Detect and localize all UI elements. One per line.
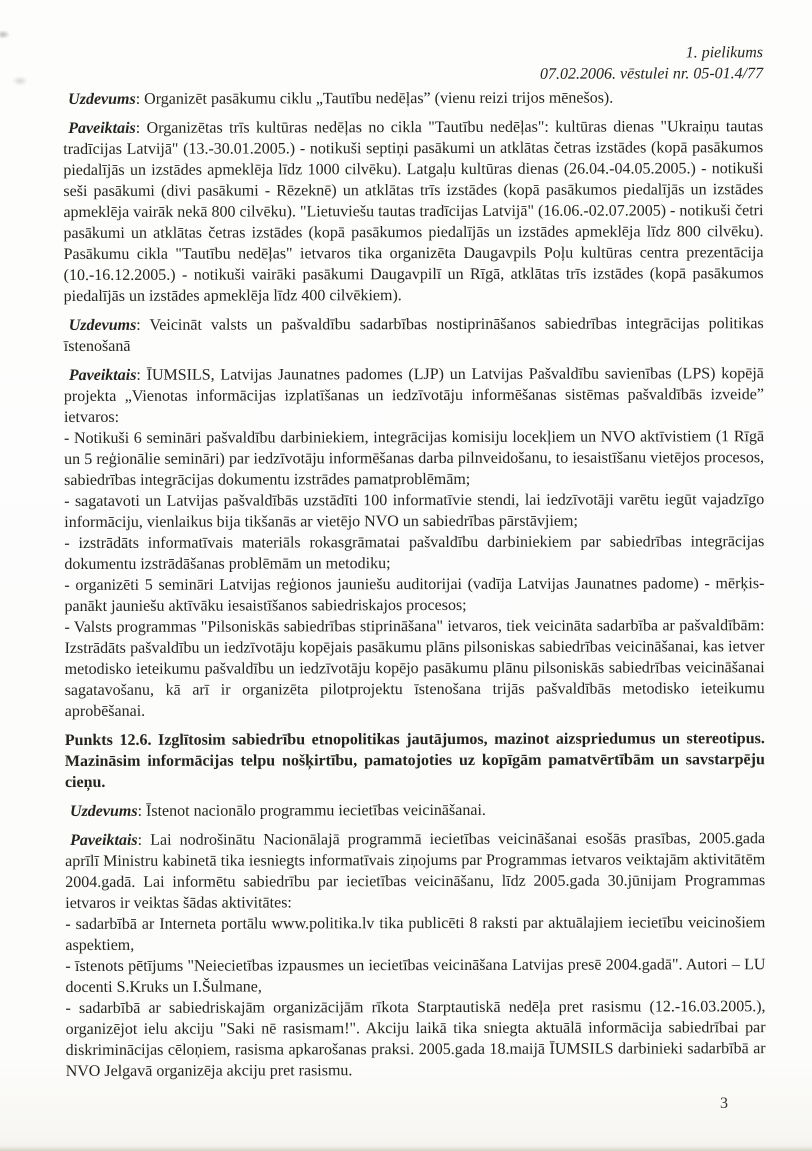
list-item-line: - izstrādāts informatīvais materiāls rokasgrāmatai pašvaldību darbiniekiem par sabiedrības integrācijas dokumentu izstrādāšanas problēmām un metodiku; bbox=[64, 533, 765, 573]
list-item-line: - organizēti 5 semināri Latvijas reģionos jauniešu auditorijai (vadīja Latvijas Jaunatnes padome) - mērķis- panākt jauniešu aktīvāku iesaistīšanos sabiedriskajos procesos; bbox=[64, 575, 765, 615]
done-3-list bbox=[65, 912, 765, 1082]
paragraph-label: Uzdevums bbox=[68, 90, 136, 108]
list-item-line: - īstenots pētījums "Neiecietības izpausmes un iecietības veicināšana Latvijas presē 2004.gadā". Autori – LU docenti S.Kruks un I.Šulmane, bbox=[65, 956, 766, 996]
paragraph-label: Paveiktais bbox=[70, 831, 138, 849]
paragraph-label: Uzdevums bbox=[69, 802, 138, 820]
paragraph-text: : Lai nodrošinātu Nacionālajā programmā iecietības veicināšanai esošās prasības, 2005.gada aprīlī Ministru kabinetā tika iesniegts informatīvais ziņojums par Programmas ietvaros veiktajām aktivitātēm 2004.gadā. Lai informētu sabiedrību par iecietības veicināšanu, līdz 2005.gada 30.jūnijam Programmas ietvaros ir veiktas šādas aktivitātes: bbox=[65, 830, 766, 912]
scan-smudge bbox=[0, 30, 10, 39]
list-item-line: - sagatavoti un Latvijas pašvaldībās uzstādīti 100 informatīvie stendi, lai iedzīvotāji varētu iegūt vajadzīgo informāciju, vienlaikus bija tikšanās ar vietējo NVO un sabiedrības pārstāvjiem; bbox=[64, 491, 765, 531]
paragraph-label: Paveiktais bbox=[68, 119, 136, 137]
document-content bbox=[63, 42, 766, 1090]
done-paragraph-2 bbox=[64, 363, 764, 428]
paragraph-text: : Organizētas trīs kultūras nedēļas no cikla "Tautību nedēļas": kultūras dienas "Ukraiņu tautas tradīcijas Latvijā" (13.-30.01.2005.) - notikuši septiņi pasākumi un atklātas četras izstādes (kopā pasākumos piedalījās un izstādes apmeklēja līdz 1000 cilvēku). Latgaļu kultūras dienas (26.04.-04.05.2005.) - notikuši seši pasākumi (divi pasākumi - Rēzeknē) un atklātas trīs izstādes (kopā pasākumos piedalījās un izstādes apmeklēja vairāk nekā 800 cilvēku). "Lietuviešu tautas tradīcijas Latvijā" (16.06.-02.07.2005) - notikuši četri pasākumi un atklātas četras izstādes (kopā pasākumos piedalījās un izstādes apmeklēja līdz 800 cilvēku). Pasākumu cikla "Tautību nedēļas" ietvaros tika organizēta Daugavpils Poļu kultūras centra prezentācija (10.-16.12.2005.) - notikuši vairāki pasākumi Daugavpilī un Rīgā, atklātas trīs izstādes (kopā pasākumos piedalījās un izstādes apmeklēja līdz 400 cilvēkiem). bbox=[63, 118, 764, 305]
scan-smudge bbox=[12, 76, 28, 86]
page-number: 3 bbox=[720, 1095, 728, 1112]
paragraph-label: Uzdevums bbox=[68, 316, 137, 334]
paragraph-text: : Organizēt pasākumu ciklu „Tautību nedēļas” (vienu reizi trijos mēnešos). bbox=[135, 89, 614, 108]
list-item-line: - sadarbībā ar Interneta portālu www.politika.lv tika publicēti 8 raksti par aktuālajiem iecietību veicinošiem aspektiem, bbox=[65, 914, 766, 954]
point-12-6-heading: Punkts 12.6. Izglītosim sabiedrību etnopolitikas jautājumos, mazinot aizspriedumus un stereotipus. Mazināsim informācijas telpu nošķirtību, pamatojoties uz kopīgām pamatvērtībām un savstarpēju cieņu. bbox=[64, 730, 765, 791]
scan-edge-artifact bbox=[0, 1146, 812, 1151]
paragraph-text: : Īstenot nacionālo programmu iecietības veicināšanai. bbox=[137, 801, 486, 820]
appendix-number: 1. pielikums bbox=[685, 44, 764, 62]
paragraph-text: : ĪUMSILS, Latvijas Jaunatnes padomes (LJP) un Latvijas Pašvaldību savienības (LPS) kopējā projekta „Vienotas informācijas izplatīšanas un iedzīvotāju informēšanas sistēmas pašvaldībās izveide” ietvaros: bbox=[63, 365, 764, 426]
done-paragraph-1 bbox=[63, 116, 763, 307]
paragraph-label: Paveiktais bbox=[68, 366, 137, 384]
done-2-list bbox=[64, 426, 765, 722]
task-paragraph-3 bbox=[65, 799, 765, 822]
document-header bbox=[63, 42, 763, 86]
done-paragraph-3 bbox=[65, 828, 765, 914]
list-item-line: - Valsts programmas "Pilsoniskās sabiedrības stiprināšana" ietvaros, tiek veicināta sadarbība ar pašvaldībām: Izstrādāts pašvaldību un iedzīvotāju kopējais pasākumu plāns pilsoniskas sabiedrības veicināšanai, kas ietver metodisko ieteikumu pašvaldību un iedzīvotāju kopējo pasākumu plānu pilsoniskās sabiedrības veicināšanai sagatavošanu, kā arī ir organizēta pilotprojektu īstenošana trijās pašvaldībās metodisko ieteikumu aprobēšanai. bbox=[64, 617, 765, 720]
list-item-line: - Notikuši 6 semināri pašvaldību darbiniekiem, integrācijas komisiju locekļiem un NVO aktīvistiem (1 Rīgā un 5 reģionālie semināri) par iedzīvotāju informēšanas darba pilnveidošanu, to iesaistīšanu vietējos procesos, sabiedrības integrācijas dokumentu izstrādes pamatproblēmām; bbox=[64, 428, 765, 489]
list-item-line: - sadarbībā ar sabiedriskajām organizācijām rīkota Starptautiskā nedēļa pret rasismu (12.-16.03.2005.), organizējot ielu akciju "Saki nē rasismam!". Akciju laikā tika sniegta aktuālā informācija sabiedrībai par diskriminācijas cēloņiem, rasisma apkarošanas praksi. 2005.gada 18.maijā ĪUMSILS darbinieki sadarbībā ar NVO Jelgavā organizēja akciju pret rasismu. bbox=[65, 998, 766, 1080]
task-paragraph-1 bbox=[63, 87, 763, 110]
task-paragraph-2 bbox=[64, 313, 764, 357]
letter-reference: 07.02.2006. vēstulei nr. 05-01.4/77 bbox=[539, 65, 764, 83]
paragraph-text: : Veicināt valsts un pašvaldību sadarbības nostiprināšanos sabiedrības integrācijas politikas īstenošanā bbox=[63, 315, 764, 355]
